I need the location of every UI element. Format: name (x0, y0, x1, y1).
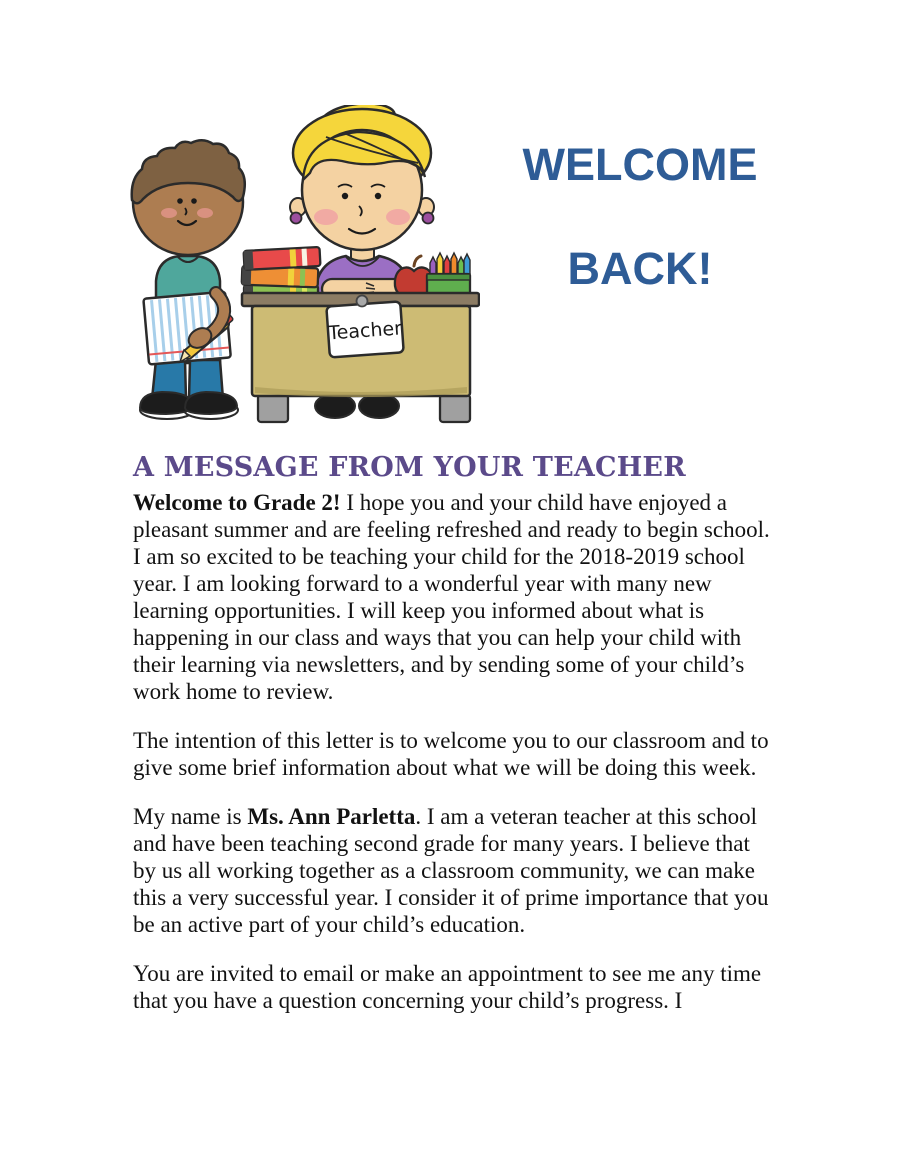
paragraph (133, 727, 777, 781)
text-segment: You are invited to email or make an appointment to see me any time that you have a question concerning your child’s progress. I (133, 961, 762, 1013)
boy-figure (132, 140, 245, 419)
earring-right (423, 213, 434, 224)
paragraph (133, 489, 777, 705)
desk-leg-left (258, 395, 288, 422)
teacher-sign-label: Teacher (327, 317, 403, 345)
teacher-desk (242, 293, 479, 422)
welcome-back-title (495, 139, 785, 294)
teacher-shoe-right (359, 394, 399, 418)
teacher-desk-clipart-svg (130, 105, 480, 425)
desk-leg-right (440, 395, 470, 422)
text-segment: Welcome to Grade 2! (133, 490, 341, 515)
crayons (430, 253, 470, 275)
section-heading: A MESSAGE FROM YOUR TEACHER (133, 452, 686, 483)
text-segment: My name is (133, 804, 248, 829)
earring-left (291, 213, 302, 224)
welcome-line2: BACK! (567, 243, 713, 294)
text-segment: The intention of this letter is to welcome you to our classroom and to give some brief information about what we will be doing this week. (133, 728, 769, 780)
text-segment: Ms. Ann Parletta (247, 804, 416, 829)
letter-body (133, 489, 777, 1036)
paragraph (133, 960, 777, 1014)
text-segment: I hope you and your child have enjoyed a pleasant summer and are feeling refreshed and ready to begin school. I am so excited to be teaching your child for the 2018-2019 school year. I am looking forward to a wonderful year with many new learning opportunities. I will keep you informed about what is happening in our class and ways that you can help your child with their learning via newsletters, and by sending some of your child’s work home to review. (133, 490, 770, 704)
teacher-shoe-left (315, 394, 355, 418)
teacher-desk-clipart (130, 105, 480, 425)
text-segment: . I am a veteran teacher at this school and have been teaching second grade for many years. I believe that by us all working together as a classroom community, we can make this a very successful year. I consider it of prime importance that you be an active part of your child’s education. (133, 804, 769, 937)
teacher-sign (325, 301, 403, 357)
paragraph (133, 803, 777, 938)
sign-pin-icon (357, 296, 368, 307)
welcome-line1: WELCOME (522, 139, 758, 190)
